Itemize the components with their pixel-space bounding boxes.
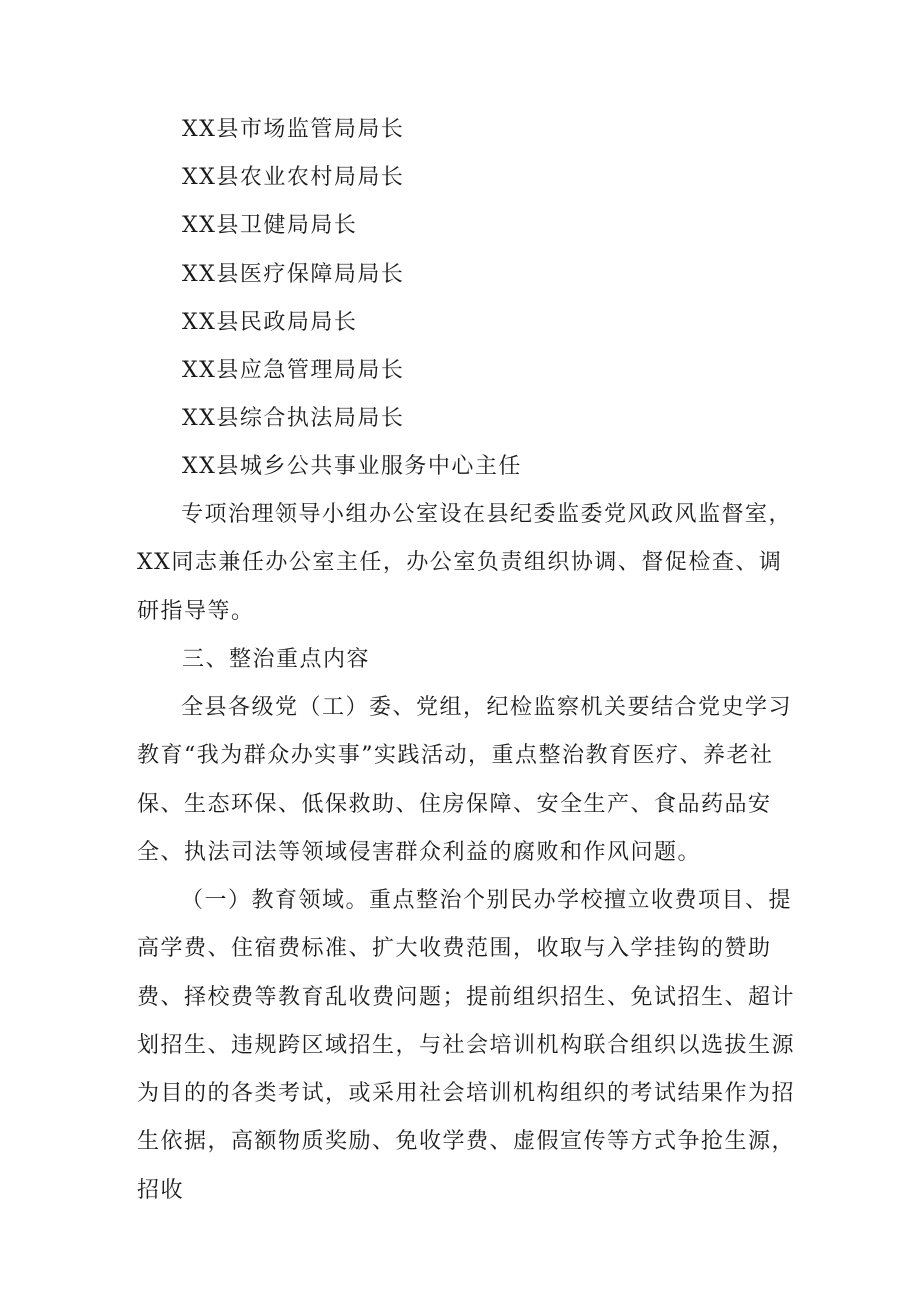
member-line: XX县综合执法局局长 (182, 406, 405, 431)
member-line: XX县卫健局局长 (182, 213, 358, 238)
scope-paragraph: 全县各级党（工）委、党组，纪检监察机关要结合党史学习教育“我为群众办实事”实践活动，重点整治教育医疗、养老社保、生态环保、低保救助、住房保障、安全生产、食品药品安全、执法司法等领域侵害群众利益的腐败和作风问题。 (137, 695, 793, 865)
section-heading: 三、整治重点内容 (182, 647, 371, 672)
member-line: XX县医疗保障局局长 (182, 262, 405, 287)
member-line: XX县应急管理局局长 (182, 358, 405, 383)
member-line: XX县市场监管局局长 (182, 117, 405, 142)
office-paragraph: 专项治理领导小组办公室设在县纪委监委党风政风监督室，XX同志兼任办公室主任，办公室负责组织协调、督促检查、调研指导等。 (137, 502, 793, 624)
member-line: XX县民政局局长 (182, 310, 358, 335)
education-paragraph: （一）教育领域。重点整治个别民办学校擅立收费项目、提高学费、住宿费标准、扩大收费范围，收取与入学挂钩的赞助费、择校费等教育乱收费问题；提前组织招生、免试招生、超计划招生、违规跨区域招生，与社会培训机构联合组织以选拔生源为目的的各类考试，或采用社会培训机构组织的考试结果作为招生依据，高额物质奖励、免收学费、虚假宣传等方式争抢生源，招收 (137, 888, 796, 1203)
member-line: XX县城乡公共事业服务中心主任 (182, 454, 522, 479)
member-line: XX县农业农村局局长 (182, 165, 405, 190)
